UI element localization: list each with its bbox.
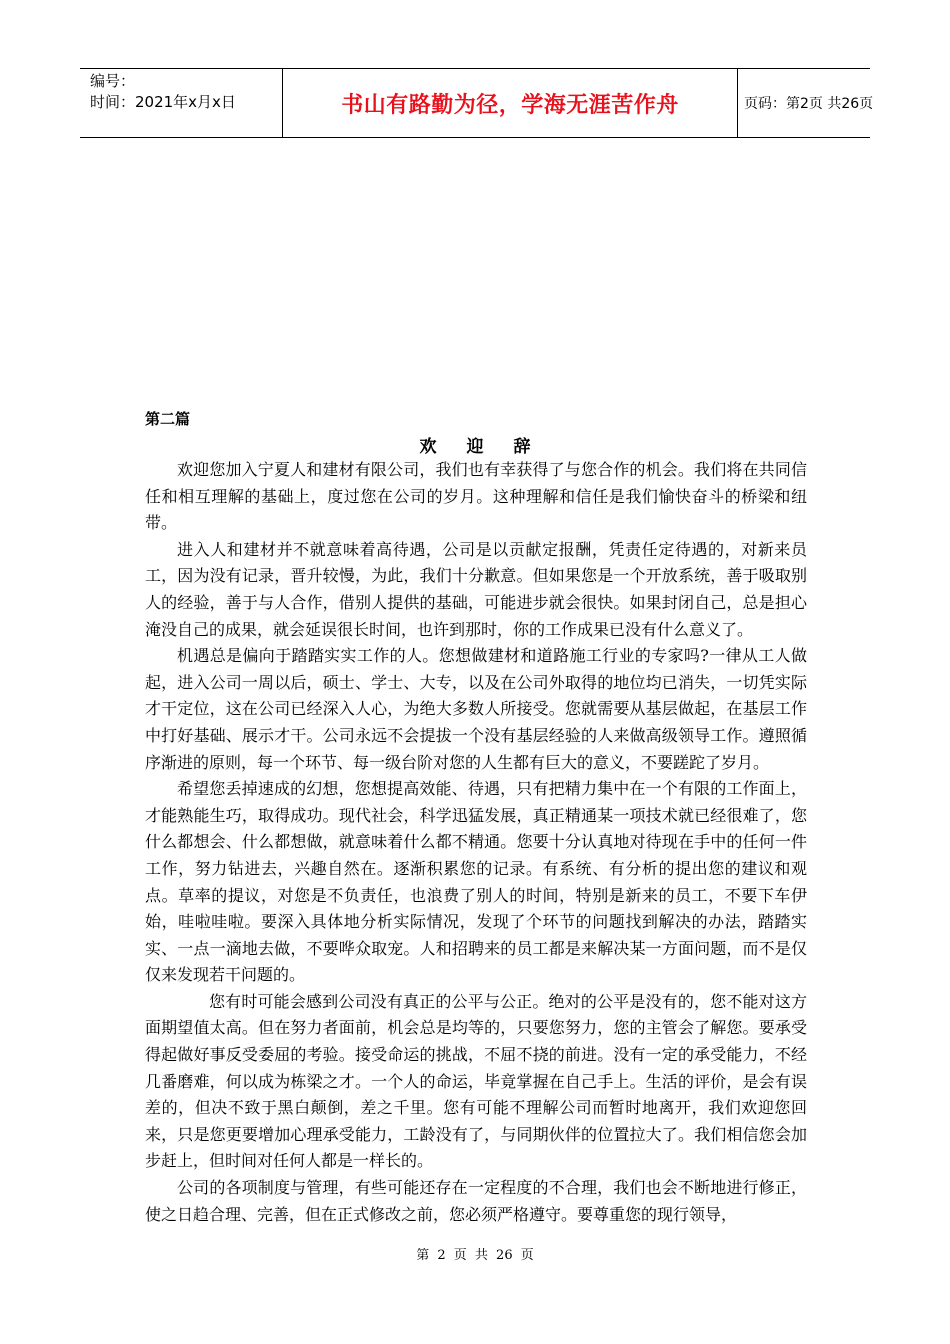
document-number-label: 编号： <box>90 72 136 90</box>
body-paragraph: 欢迎您加入宁夏人和建材有限公司，我们也有幸获得了与您合作的机会。我们将在共同信任和相互理解的基础上，度过您在公司的岁月。这种理解和信任是我们愉快奋斗的桥梁和纽带。 <box>145 460 807 533</box>
section-label: 第二篇 <box>145 410 191 428</box>
body-paragraph: 公司的各项制度与管理，有些可能还存在一定程度的不合理，我们也会不断地进行修正，使之日趋合理、完善，但在正式修改之前，您必须严格遵守。要尊重您的现行领导， <box>145 1178 807 1224</box>
page-header <box>80 68 874 138</box>
body-paragraph: 机遇总是偏向于踏踏实实工作的人。您想做建材和道路施工行业的专家吗?一律从工人做起，进入公司一周以后，硕士、学士、大专，以及在公司外取得的地位均已消失，一切凭实际才干定位，这在公司已经深入人心，为绝大多数人所接受。您就需要从基层做起，在基层工作中打好基础、展示才干。公司永远不会提拔一个没有基层经验的人来做高级领导工作。遵照循序渐进的原则，每一个环节、每一级台阶对您的人生都有巨大的意义，不要蹉跎了岁月。 <box>145 646 807 772</box>
body-paragraph: 您有时可能会感到公司没有真正的公平与公正。绝对的公平是没有的，您不能对这方面期望值太高。但在努力者面前，机会总是均等的，只要您努力，您的主管会了解您。要承受得起做好事反受委屈的考验。接受命运的挑战，不屈不挠的前进。没有一定的承受能力，不经几番磨难，何以成为栋梁之才。一个人的命运，毕竟掌握在自己手上。生活的评价，是会有误差的，但决不致于黑白颠倒，差之千里。您有可能不理解公司而暂时地离开，我们欢迎您回来，只是您更要增加心理承受能力，工龄没有了，与同期伙伴的位置拉大了。我们相信您会加步赶上，但时间对任何人都是一样长的。 <box>145 991 807 1171</box>
document-body <box>145 457 807 1228</box>
header-meta <box>80 69 282 137</box>
body-paragraph: 进入人和建材并不就意味着高待遇，公司是以贡献定报酬，凭责任定待遇的，对新来员工，因为没有记录，晋升较慢，为此，我们十分歉意。但如果您是一个开放系统，善于吸取别人的经验，善于与人合作，借别人提供的基础，可能进步就会很快。如果封闭自己，总是担心淹没自己的成果，就会延误很长时间，也许到那时，你的工作成果已没有什么意义了。 <box>145 539 807 639</box>
document-date-label: 时间：2021年x月x日 <box>90 93 236 111</box>
header-page-info: 页码：第2页 共26页 <box>744 96 874 112</box>
body-paragraph: 希望您丢掉速成的幻想，您想提高效能、待遇，只有把精力集中在一个有限的工作面上，才能熟能生巧，取得成功。现代社会，科学迅猛发展，真正精通某一项技术就已经很难了，您什么都想会、什么都想做，就意味着什么都不精通。您要十分认真地对待现在手中的任何一件工作，努力钻进去，兴趣自然在。逐渐积累您的记录。有系统、有分析的提出您的建议和观点。草率的提议，对您是不负责任，也浪费了别人的时间，特别是新来的员工，不要下车伊始，哇啦哇啦。要深入具体地分析实际情况，发现了个环节的问题找到解决的办法，踏踏实实、一点一滴地去做，不要哗众取宠。人和招聘来的员工都是来解决某一方面问题，而不是仅仅来发现若干问题的。 <box>145 779 807 985</box>
header-motto: 书山有路勤为径，学海无涯苦作舟 <box>341 92 679 118</box>
header-motto-cell <box>282 69 738 137</box>
page-footer: 第 2 页 共 26 页 <box>416 1248 534 1263</box>
document-title: 欢迎辞 <box>419 437 561 457</box>
